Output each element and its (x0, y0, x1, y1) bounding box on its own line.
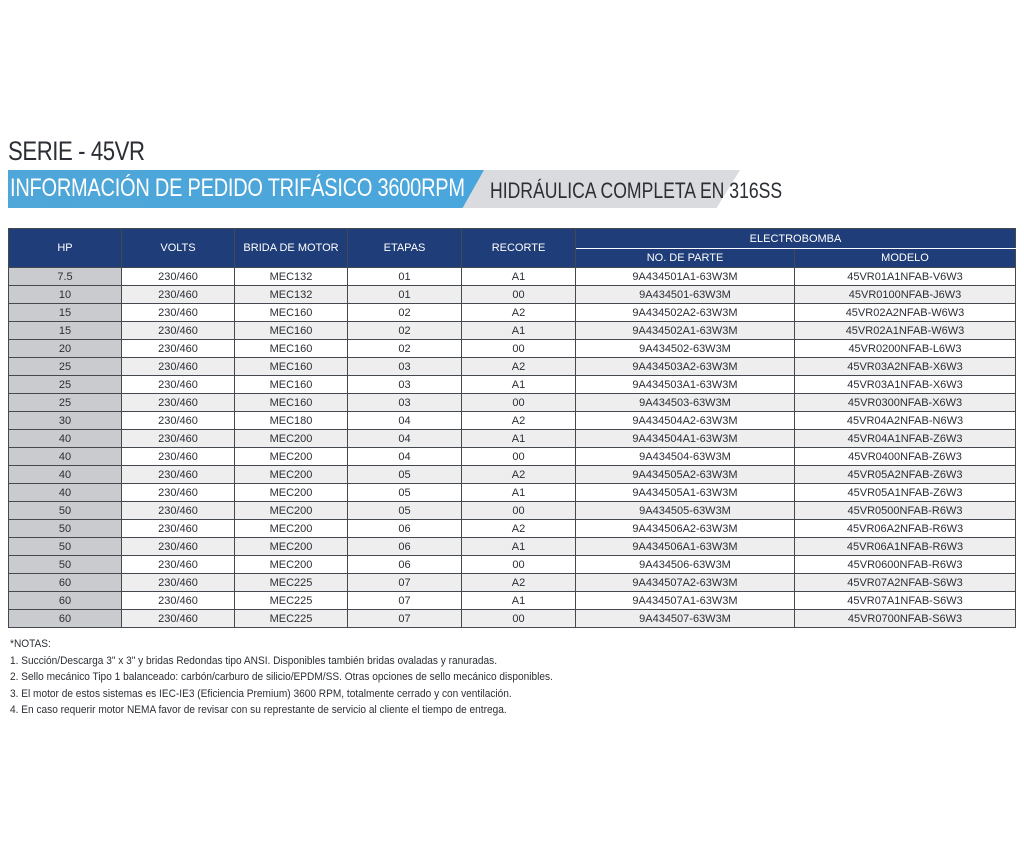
cell-hp: 50 (9, 502, 122, 520)
table-row (9, 304, 1016, 322)
cell-recorte: 00 (462, 448, 576, 466)
table-row (9, 484, 1016, 502)
cell-no-parte: 9A434506-63W3M (576, 556, 795, 574)
cell-hp: 60 (9, 574, 122, 592)
cell-modelo: 45VR01A1NFAB-V6W3 (795, 268, 1016, 286)
cell-no-parte: 9A434507-63W3M (576, 610, 795, 628)
cell-recorte: A1 (462, 376, 576, 394)
cell-recorte: A1 (462, 484, 576, 502)
cell-modelo: 45VR02A1NFAB-W6W3 (795, 322, 1016, 340)
cell-recorte: A1 (462, 538, 576, 556)
cell-hp: 20 (9, 340, 122, 358)
table-row (9, 592, 1016, 610)
cell-brida: MEC200 (235, 484, 348, 502)
cell-no-parte: 9A434502-63W3M (576, 340, 795, 358)
cell-volts: 230/460 (122, 574, 235, 592)
cell-recorte: A1 (462, 268, 576, 286)
cell-modelo: 45VR03A1NFAB-X6W3 (795, 376, 1016, 394)
table-row (9, 322, 1016, 340)
cell-brida: MEC200 (235, 466, 348, 484)
cell-brida: MEC225 (235, 574, 348, 592)
table-row (9, 376, 1016, 394)
notes-heading: *NOTAS: (10, 638, 51, 650)
cell-no-parte: 9A434503-63W3M (576, 394, 795, 412)
header-brida: BRIDA DE MOTOR (235, 229, 348, 268)
cell-etapas: 06 (348, 520, 462, 538)
cell-no-parte: 9A434507A1-63W3M (576, 592, 795, 610)
cell-volts: 230/460 (122, 502, 235, 520)
cell-etapas: 05 (348, 484, 462, 502)
cell-etapas: 04 (348, 412, 462, 430)
cell-hp: 40 (9, 466, 122, 484)
ordering-table (8, 228, 1016, 628)
banner-secondary-title: HIDRÁULICA COMPLETA EN 316SS (490, 178, 783, 203)
series-title: SERIE - 45VR (8, 136, 145, 166)
cell-no-parte: 9A434503A1-63W3M (576, 376, 795, 394)
cell-volts: 230/460 (122, 538, 235, 556)
cell-modelo: 45VR07A1NFAB-S6W3 (795, 592, 1016, 610)
cell-no-parte: 9A434502A2-63W3M (576, 304, 795, 322)
cell-modelo: 45VR05A2NFAB-Z6W3 (795, 466, 1016, 484)
cell-hp: 50 (9, 520, 122, 538)
cell-modelo: 45VR03A2NFAB-X6W3 (795, 358, 1016, 376)
cell-brida: MEC160 (235, 394, 348, 412)
cell-volts: 230/460 (122, 340, 235, 358)
cell-etapas: 06 (348, 556, 462, 574)
table-row (9, 466, 1016, 484)
table-row (9, 286, 1016, 304)
cell-volts: 230/460 (122, 376, 235, 394)
cell-brida: MEC225 (235, 592, 348, 610)
cell-no-parte: 9A434505A1-63W3M (576, 484, 795, 502)
cell-etapas: 05 (348, 466, 462, 484)
table-row (9, 412, 1016, 430)
cell-brida: MEC200 (235, 430, 348, 448)
cell-modelo: 45VR04A1NFAB-Z6W3 (795, 430, 1016, 448)
cell-no-parte: 9A434504-63W3M (576, 448, 795, 466)
cell-etapas: 04 (348, 448, 462, 466)
cell-volts: 230/460 (122, 520, 235, 538)
cell-no-parte: 9A434501-63W3M (576, 286, 795, 304)
header-hp: HP (9, 229, 122, 268)
table-body (9, 268, 1016, 628)
header-modelo: MODELO (795, 249, 1016, 268)
cell-hp: 60 (9, 610, 122, 628)
cell-volts: 230/460 (122, 412, 235, 430)
cell-etapas: 03 (348, 358, 462, 376)
header-volts: VOLTS (122, 229, 235, 268)
table-row (9, 394, 1016, 412)
cell-hp: 50 (9, 556, 122, 574)
note-item: 3. El motor de estos sistemas es IEC-IE3 (Eficiencia Premium) 3600 RPM, totalmente cerrado y con ventilación. (10, 687, 512, 700)
cell-brida: MEC160 (235, 358, 348, 376)
cell-brida: MEC225 (235, 610, 348, 628)
cell-volts: 230/460 (122, 430, 235, 448)
cell-recorte: A1 (462, 430, 576, 448)
cell-volts: 230/460 (122, 286, 235, 304)
cell-modelo: 45VR02A2NFAB-W6W3 (795, 304, 1016, 322)
cell-modelo: 45VR04A2NFAB-N6W3 (795, 412, 1016, 430)
table-row (9, 430, 1016, 448)
cell-no-parte: 9A434501A1-63W3M (576, 268, 795, 286)
cell-no-parte: 9A434507A2-63W3M (576, 574, 795, 592)
cell-no-parte: 9A434506A2-63W3M (576, 520, 795, 538)
cell-recorte: A2 (462, 466, 576, 484)
cell-recorte: A2 (462, 412, 576, 430)
note-item: 2. Sello mecánico Tipo 1 balanceado: carbón/carburo de silicio/EPDM/SS. Otras opciones de sello mecánico disponibles. (10, 671, 553, 683)
note-item: 1. Succión/Descarga 3" x 3" y bridas Redondas tipo ANSI. Disponibles también bridas ovaladas y ranuradas. (10, 654, 498, 667)
cell-modelo: 45VR0700NFAB-S6W3 (795, 610, 1016, 628)
table-row (9, 268, 1016, 286)
table-row (9, 610, 1016, 628)
table-row (9, 502, 1016, 520)
cell-brida: MEC200 (235, 520, 348, 538)
cell-hp: 25 (9, 358, 122, 376)
cell-brida: MEC160 (235, 376, 348, 394)
cell-recorte: A2 (462, 358, 576, 376)
cell-brida: MEC200 (235, 448, 348, 466)
cell-brida: MEC132 (235, 268, 348, 286)
cell-recorte: 00 (462, 556, 576, 574)
cell-etapas: 07 (348, 610, 462, 628)
table-row (9, 448, 1016, 466)
cell-hp: 40 (9, 430, 122, 448)
cell-hp: 10 (9, 286, 122, 304)
cell-modelo: 45VR0300NFAB-X6W3 (795, 394, 1016, 412)
table-row (9, 556, 1016, 574)
cell-etapas: 03 (348, 376, 462, 394)
note-item: 4. En caso requerir motor NEMA favor de revisar con su represtante de servicio al cliente el tiempo de entrega. (10, 704, 507, 716)
cell-modelo: 45VR06A2NFAB-R6W3 (795, 520, 1016, 538)
cell-no-parte: 9A434503A2-63W3M (576, 358, 795, 376)
cell-brida: MEC160 (235, 322, 348, 340)
cell-hp: 25 (9, 376, 122, 394)
cell-volts: 230/460 (122, 466, 235, 484)
cell-recorte: 00 (462, 502, 576, 520)
cell-no-parte: 9A434502A1-63W3M (576, 322, 795, 340)
cell-no-parte: 9A434504A1-63W3M (576, 430, 795, 448)
banner-primary-title: INFORMACIÓN DE PEDIDO TRIFÁSICO 3600RPM (10, 174, 465, 202)
cell-modelo: 45VR07A2NFAB-S6W3 (795, 574, 1016, 592)
cell-hp: 15 (9, 322, 122, 340)
notes-section (10, 636, 600, 719)
cell-brida: MEC180 (235, 412, 348, 430)
cell-hp: 40 (9, 484, 122, 502)
cell-brida: MEC200 (235, 538, 348, 556)
cell-recorte: A1 (462, 322, 576, 340)
header-recorte: RECORTE (462, 229, 576, 268)
table-row (9, 520, 1016, 538)
cell-brida: MEC160 (235, 340, 348, 358)
cell-etapas: 04 (348, 430, 462, 448)
cell-recorte: A1 (462, 592, 576, 610)
cell-volts: 230/460 (122, 592, 235, 610)
cell-modelo: 45VR06A1NFAB-R6W3 (795, 538, 1016, 556)
cell-volts: 230/460 (122, 322, 235, 340)
cell-hp: 25 (9, 394, 122, 412)
cell-etapas: 07 (348, 592, 462, 610)
cell-hp: 15 (9, 304, 122, 322)
cell-volts: 230/460 (122, 394, 235, 412)
header-electrobomba: ELECTROBOMBA (576, 229, 1016, 249)
cell-etapas: 01 (348, 286, 462, 304)
header-etapas: ETAPAS (348, 229, 462, 268)
cell-brida: MEC160 (235, 304, 348, 322)
cell-etapas: 07 (348, 574, 462, 592)
cell-modelo: 45VR0100NFAB-J6W3 (795, 286, 1016, 304)
cell-hp: 40 (9, 448, 122, 466)
cell-no-parte: 9A434505A2-63W3M (576, 466, 795, 484)
table-row (9, 538, 1016, 556)
header-no-parte: NO. DE PARTE (576, 249, 795, 268)
cell-no-parte: 9A434504A2-63W3M (576, 412, 795, 430)
cell-modelo: 45VR0200NFAB-L6W3 (795, 340, 1016, 358)
cell-volts: 230/460 (122, 484, 235, 502)
cell-hp: 30 (9, 412, 122, 430)
cell-no-parte: 9A434506A1-63W3M (576, 538, 795, 556)
cell-volts: 230/460 (122, 448, 235, 466)
cell-modelo: 45VR05A1NFAB-Z6W3 (795, 484, 1016, 502)
cell-recorte: 00 (462, 394, 576, 412)
cell-hp: 7.5 (9, 268, 122, 286)
cell-recorte: 00 (462, 610, 576, 628)
cell-no-parte: 9A434505-63W3M (576, 502, 795, 520)
cell-brida: MEC200 (235, 502, 348, 520)
cell-etapas: 02 (348, 340, 462, 358)
cell-etapas: 03 (348, 394, 462, 412)
cell-volts: 230/460 (122, 610, 235, 628)
cell-volts: 230/460 (122, 304, 235, 322)
cell-brida: MEC200 (235, 556, 348, 574)
cell-volts: 230/460 (122, 556, 235, 574)
cell-volts: 230/460 (122, 358, 235, 376)
cell-hp: 60 (9, 592, 122, 610)
cell-modelo: 45VR0600NFAB-R6W3 (795, 556, 1016, 574)
table-row (9, 340, 1016, 358)
cell-brida: MEC132 (235, 286, 348, 304)
cell-modelo: 45VR0500NFAB-R6W3 (795, 502, 1016, 520)
cell-recorte: A2 (462, 574, 576, 592)
cell-etapas: 02 (348, 304, 462, 322)
cell-modelo: 45VR0400NFAB-Z6W3 (795, 448, 1016, 466)
cell-recorte: A2 (462, 520, 576, 538)
cell-hp: 50 (9, 538, 122, 556)
cell-etapas: 02 (348, 322, 462, 340)
cell-recorte: 00 (462, 340, 576, 358)
cell-etapas: 01 (348, 268, 462, 286)
cell-etapas: 06 (348, 538, 462, 556)
cell-recorte: 00 (462, 286, 576, 304)
cell-recorte: A2 (462, 304, 576, 322)
table-row (9, 574, 1016, 592)
table-row (9, 358, 1016, 376)
cell-etapas: 05 (348, 502, 462, 520)
cell-volts: 230/460 (122, 268, 235, 286)
